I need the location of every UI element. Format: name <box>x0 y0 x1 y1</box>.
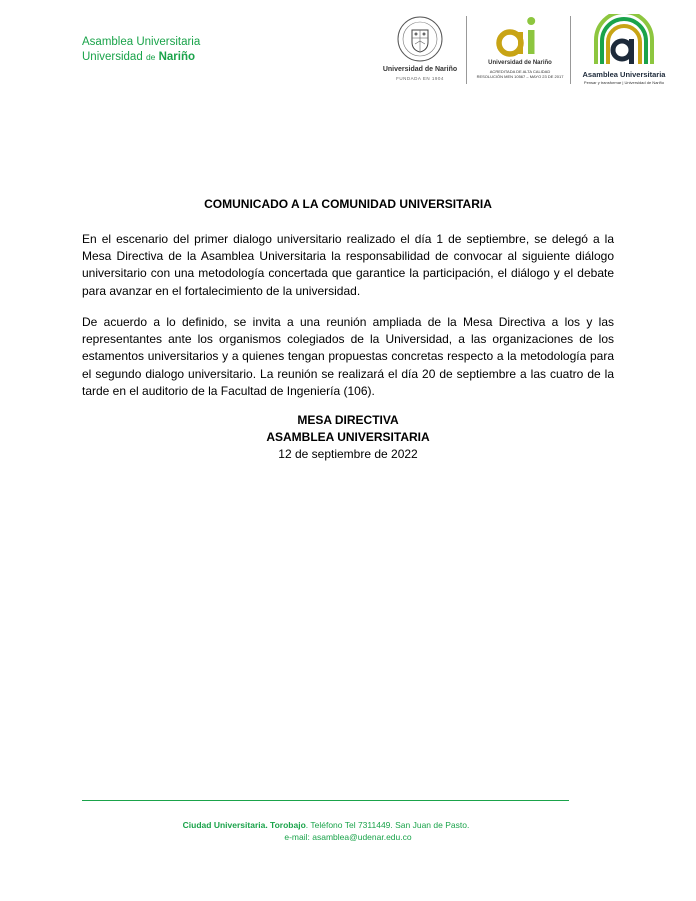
udenar-logo-name: Universidad de Nariño <box>382 66 458 73</box>
footer-divider <box>82 800 569 801</box>
header-university-name <box>82 50 200 65</box>
asamblea-logo-subtitle: Pensar y transformar | Universidad de Nariño <box>583 80 665 85</box>
footer-address <box>0 820 652 830</box>
logo-divider <box>570 16 571 84</box>
ai-logo-subtitle-line1: ACREDITADA DE ALTA CALIDAD <box>489 69 551 74</box>
document-date: 12 de septiembre de 2022 <box>278 447 418 461</box>
asamblea-logo <box>578 14 670 88</box>
signature-mesa-directiva: MESA DIRECTIVA <box>297 413 399 427</box>
ai-logo-name: Universidad de Nariño <box>488 60 552 66</box>
signature-asamblea: ASAMBLEA UNIVERSITARIA <box>266 430 430 444</box>
header-narino-word: Nariño <box>158 51 196 63</box>
udenar-logo-subtitle: FUNDADA EN 1904 <box>396 76 444 81</box>
document-title: COMUNICADO A LA COMUNIDAD UNIVERSITARIA <box>204 197 492 211</box>
ai-logo-subtitle-line2: RESOLUCIÓN MEN 10567 – MAYO 23 DE 2017 <box>476 74 564 79</box>
header-university-word: Universidad <box>82 51 143 63</box>
university-seal-icon <box>397 16 443 62</box>
asamblea-logo-name: Asamblea Universitaria <box>582 70 666 79</box>
paragraph-1: En el escenario del primer dialogo universitario realizado el día 1 de septiembre, se delegó a la Mesa Directiva de la Asamblea Universitaria la responsabilidad de convocar al siguiente diálogo universitario con una metodología concertada que garantice la participación, el diálogo y el debate para avanzar en el fortalecimiento de la universidad. <box>82 232 614 298</box>
header-left <box>82 35 200 65</box>
paragraph-2: De acuerdo a lo definido, se invita a una reunión ampliada de la Mesa Directiva a los y las representantes ante los organismos colegiados de la Universidad, a las organizaciones de los estamentos universitarios y a quienes tengan propuestas concretas respecto a la metodología para el segundo dialogo universitario. La reunión se realizará el día 20 de septiembre a las cuatro de la tarde en el auditorio de la Facultad de Ingeniería (106). <box>82 315 614 398</box>
logo-divider <box>466 16 467 84</box>
ai-logo-subtitle <box>474 69 566 79</box>
asamblea-a-icon <box>592 14 656 66</box>
footer-email[interactable]: e-mail: asamblea@udenar.edu.co <box>284 832 412 842</box>
header-logos <box>378 14 670 88</box>
header-assembly-name: Asamblea Universitaria <box>82 36 201 48</box>
ai-accreditation-icon <box>494 14 544 62</box>
header-de-word: de <box>145 52 156 62</box>
footer-place: Ciudad Universitaria. Torobajo <box>182 820 306 830</box>
accreditation-logo <box>474 14 566 88</box>
footer-contact: . Teléfono Tel 7311449. San Juan de Pasto. <box>305 820 470 830</box>
udenar-logo <box>378 14 462 88</box>
